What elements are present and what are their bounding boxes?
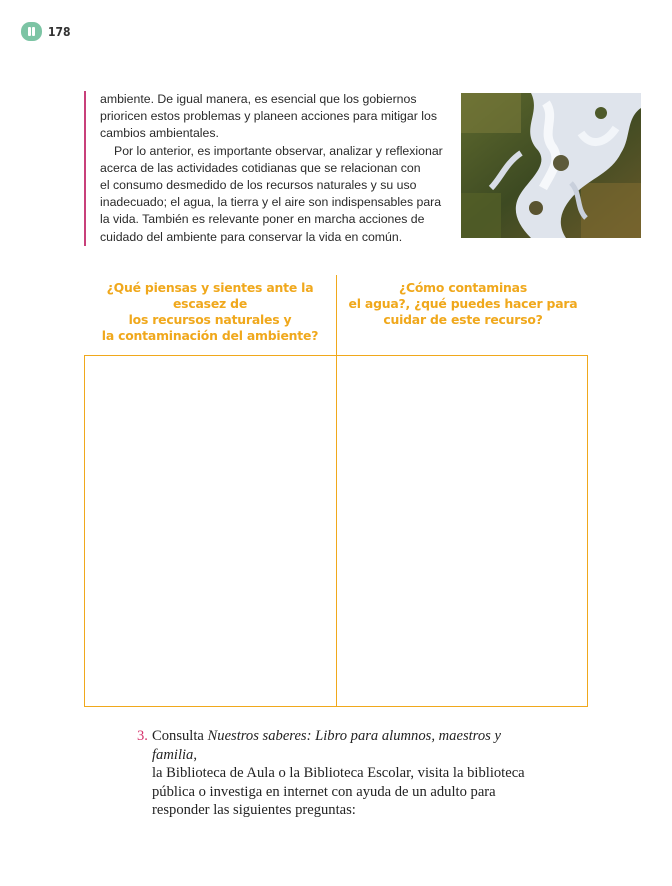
intro-line: inadecuado; el agua, la tierra y el aire son indispensables para <box>100 195 442 210</box>
activity-line-1 <box>152 727 547 764</box>
intro-line: prioricen estos problemas y planeen acciones para mitigar los <box>100 109 437 124</box>
page-number: 178 <box>48 24 71 39</box>
right-question-header <box>339 280 587 328</box>
activity-instructions <box>137 727 547 820</box>
intro-paragraph-1 <box>100 91 470 143</box>
question-line: cuidar de este recurso? <box>383 312 543 327</box>
book-icon <box>21 22 42 41</box>
intro-line: ambiente. De igual manera, es esencial que los gobiernos <box>100 92 417 106</box>
intro-line: cuidado del ambiente para conservar la vida en común. <box>100 229 403 244</box>
intro-line: la vida. También es relevante poner en marcha acciones de <box>100 212 425 227</box>
activity-3 <box>137 727 547 820</box>
left-question-header <box>86 280 334 344</box>
question-line: la contaminación del ambiente? <box>101 328 319 343</box>
intro-line: Por lo anterior, es importante observar, analizar y reflexionar <box>114 143 443 158</box>
left-answer-box[interactable] <box>85 356 337 706</box>
question-line: ¿Cómo contaminas <box>398 280 527 295</box>
intro-line: acerca de las actividades cotidianas que se relacionan con <box>100 160 421 175</box>
question-line: el agua?, ¿qué puedes hacer para <box>348 296 578 311</box>
book-title: Nuestros saberes: Libro para alumnos, maestros y familia <box>152 728 501 763</box>
activity-line-2: la Biblioteca de Aula o la Biblioteca Escolar, visita la biblioteca <box>152 765 525 782</box>
activity-line-3: pública o investiga en internet con ayuda de un adulto para <box>152 783 496 800</box>
intro-paragraph-2 <box>100 143 470 246</box>
polluted-river-photo <box>461 93 641 238</box>
activity-prefix: Consulta <box>152 728 208 744</box>
question-line: ¿Qué piensas y sientes ante la escasez de <box>106 280 314 311</box>
intro-line: el consumo desmedido de los recursos naturales y su uso <box>100 178 417 193</box>
activity-suffix: , <box>193 746 198 763</box>
intro-line: cambios ambientales. <box>100 126 219 141</box>
answer-table <box>84 355 588 707</box>
activity-line-4: responder las siguientes preguntas: <box>152 802 356 819</box>
intro-text <box>84 91 470 246</box>
question-line: los recursos naturales y <box>128 312 292 327</box>
page-number-block <box>21 22 71 41</box>
column-divider <box>336 275 337 355</box>
right-answer-box[interactable] <box>337 356 588 706</box>
activity-number: 3. <box>137 728 148 744</box>
